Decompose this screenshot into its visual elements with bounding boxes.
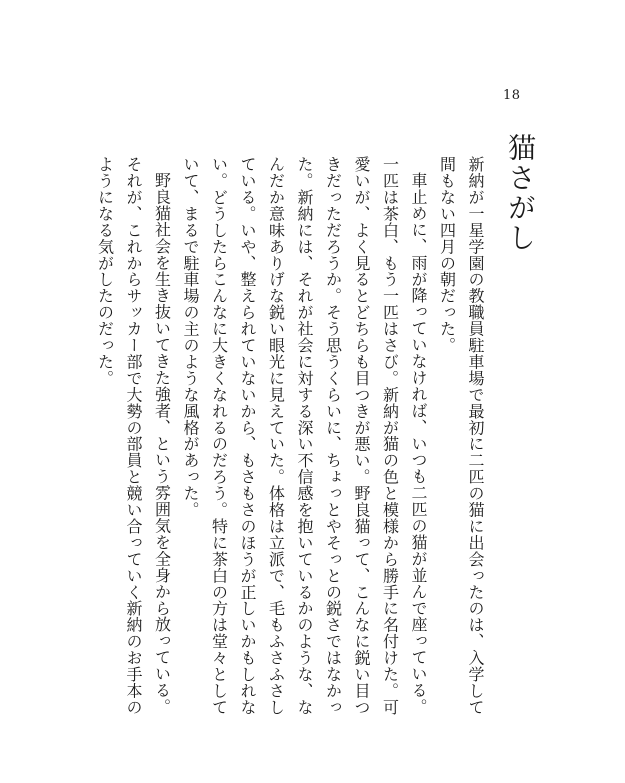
page-number: 18 (503, 88, 521, 103)
chapter-title: 猫さがし (504, 133, 537, 253)
paragraph-1: 新納が一星学園の教職員駐車場で最初に二匹の猫に出会ったのは、入学して間もない四月の朝だった。 (437, 156, 485, 716)
body-text (90, 156, 489, 716)
paragraph-3: 野良猫社会を生き抜いてきた強者、という雰囲気を全身から放っている。それが、これからサッカー部で大勢の部員と競い合っていく新納のお手本のようになる気がしたのだった。 (95, 156, 172, 716)
paragraph-2: 車止めに、雨が降っていなければ、いつも二匹の猫が並んで座っている。一匹は茶白、もう一匹はさび。新納が猫の色と模様から勝手に名付けた。可愛いが、よく見るとどちらも目つきが悪い。野良猫って、こんなに鋭い目つきだっただろうか。そう思うくらいに、ちょっとやそっとの鋭さではなかった。新納には、それが社会に対する深い不信感を抱いているかのような、なんだか意味ありげな鋭い眼光に見えていた。体格は立派で、毛もふさふさしている。いや、整えられていないから、もさもさのほうが正しいかもしれない。どうしたらこんなに大きくなれるのだろう。特に茶白の方は堂々としていて、まるで駐車場の主のような風格があった。 (181, 156, 428, 716)
